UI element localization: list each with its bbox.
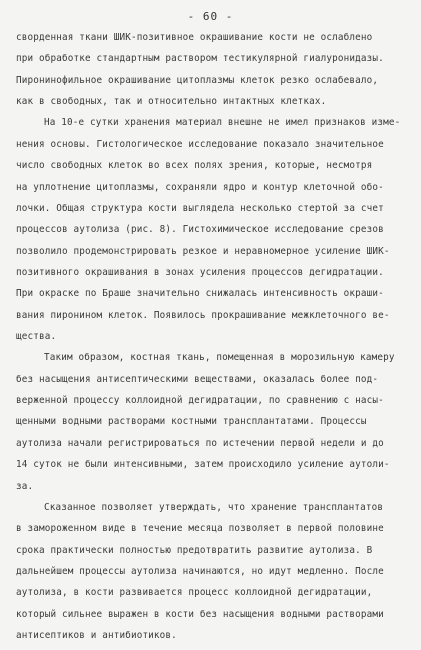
text-line: щенными водными растворами костными трансплантатами. Процессы xyxy=(16,416,367,428)
text-line: Таким образом, костная ткань, помещенная в морозильную камеру xyxy=(44,352,395,364)
text-line: лочки. Общая структура кости выглядела несколько стертой за счет xyxy=(16,202,384,214)
text-line: без насыщения антисептическими веществами, оказалась более под- xyxy=(16,373,379,385)
text-line: аутолиза начали регистрироваться по истечении первой недели и до xyxy=(16,437,384,449)
text-line: При окраске по Браше значительно снижалась интенсивность окраши- xyxy=(16,288,384,300)
text-line: антисептиков и антибиотиков. xyxy=(16,630,177,641)
text-line: Пиронинофильное окрашивание цитоплазмы клеток резко ослабевало, xyxy=(16,74,379,86)
text-line: верженной процессу коллоидной дегидратации, по сравнению с насы- xyxy=(16,395,384,407)
text-line: дальнейшем процессы аутолиза начинаются, но идут медленно. После xyxy=(16,565,384,577)
text-line: щества. xyxy=(16,331,57,342)
text-line: позитивного окрашивания в зонах усиления процессов дегидратации. xyxy=(16,266,384,278)
text-line: Сказанное позволяет утверждать, что хранение трансплантатов xyxy=(44,501,384,513)
text-line: нения основы. Гистологическое исследование показало значительное xyxy=(16,138,384,150)
text-line: число свободных клеток во всех полях зрения, которые, несмотря xyxy=(16,160,373,172)
text-line: 14 суток не были интенсивными, затем происходило усиление аутоли- xyxy=(16,459,390,471)
text-line: На 10-е сутки хранения материал внешне не имел признаков изме- xyxy=(44,117,401,129)
text-line: как в свободных, так и относительно интактных клетках. xyxy=(16,96,327,108)
text-line: сворденная ткани ШИК-позитивное окрашивание кости не ослаблено xyxy=(16,32,373,43)
text-line: позволило продемонстрировать резкое и неравномерное усиление ШИК- xyxy=(16,245,390,257)
text-line: в замороженном виде в течение месяца позволяет в первой половине xyxy=(16,523,384,535)
text-line: на уплотнение цитоплазмы, сохраняли ядро и контур клеточной обо- xyxy=(16,181,384,193)
text-line: который сильнее выражен в кости без насыщения водными растворами xyxy=(16,608,384,620)
text-line: за. xyxy=(16,480,34,492)
page-number: - 60 - xyxy=(187,10,234,23)
text-line: аутолиза, в кости развивается процесс коллоидной дегидратации, xyxy=(16,587,373,599)
text-line: при обработке стандартным раствором тестикулярной гиалуронидазы. xyxy=(16,53,384,65)
text-line: процессов аутолиза (рис. 8). Гистохимическое исследование срезов xyxy=(16,224,384,236)
text-line: вания пиронином клеток. Появилось прокрашивание межклеточного ве- xyxy=(16,309,390,321)
text-line: срока практически полностью предотвратить развитие аутолиза. В xyxy=(16,544,373,556)
